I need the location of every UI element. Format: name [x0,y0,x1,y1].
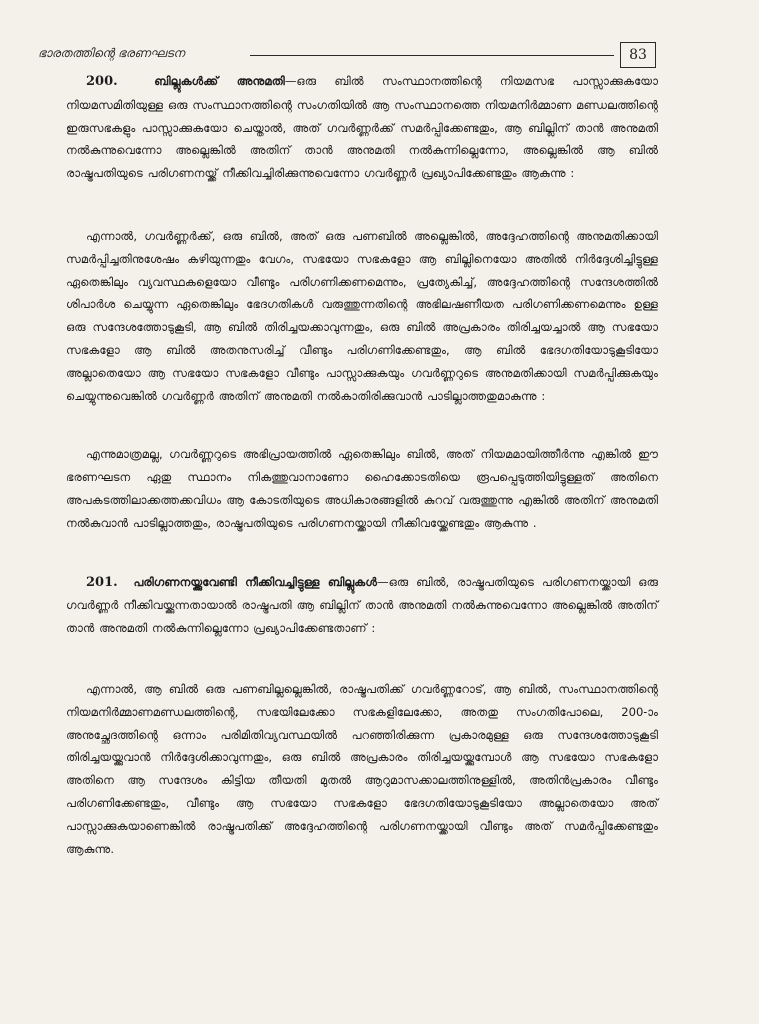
section-number: 201. [86,574,118,590]
section-title: ബില്ലുകൾക്ക് അനുമതി [154,74,285,88]
page-header [38,42,658,68]
running-title: ഭാരതത്തിന്റെ ഭരണഘടന [38,46,185,60]
proviso-paragraph: എന്നാൽ, ആ ബിൽ ഒരു പണബില്ലല്ലെങ്കിൽ, രാഷ്ട്രപതിക്ക് ഗവർണ്ണറോട്, ആ ബിൽ, സംസ്ഥാനത്തിന്റെ നിയമനിർമ്മാണമണ്ഡലത്തിന്റെ, സഭയിലേക്കോ സഭകളിലേക്കോ, അതതു സംഗതിപോലെ, 200-ാം അനുച്ഛേദത്തിന്റെ ഒന്നാം പരിമിതിവ്യവസ്ഥയിൽ പറഞ്ഞിരിക്കുന്ന പ്രകാരമുള്ള ഒരു സന്ദേശത്തോടുകൂടി തിരിച്ചയയ്ക്കുവാൻ നിർദ്ദേശിക്കാവുന്നതും, ഒരു ബിൽ അപ്രകാരം തിരിച്ചയയ്ക്കുമ്പോൾ ആ സഭയോ സഭകളോ അതിനെ ആ സന്ദേശം കിട്ടിയ തീയതി മുതൽ ആറുമാസക്കാലത്തിനുള്ളിൽ, അതിൻപ്രകാരം വീണ്ടും പരിഗണിക്കേണ്ടതും, വീണ്ടും ആ സഭയോ സഭകളോ ഭേദഗതിയോടുകൂടിയോ അല്ലാതെയോ അത് പാസ്സാക്കുകയാണെങ്കിൽ രാഷ്ട്രപതിക്ക് അദ്ദേഹത്തിന്റെ പരിഗണനയ്ക്കായി വീണ്ടും അത് സമർപ്പിക്കേണ്ടതും ആകുന്നു. [66,681,658,856]
proviso-paragraph: എന്നുമാത്രമല്ല, ഗവർണ്ണറുടെ അഭിപ്രായത്തിൽ ഏതെങ്കിലും ബിൽ, അത് നിയമമായിത്തീർന്നു എങ്കിൽ ഈ ഭരണഘടന ഏതു സ്ഥാനം നികത്തുവാനാണോ ഹൈക്കോടതിയെ രൂപപ്പെടുത്തിയിട്ടുള്ളത് അതിനെ അപകടത്തിലാക്കത്തക്കവിധം ആ കോടതിയുടെ അധികാരങ്ങളിൽ കുറവ് വരുത്തുന്നു എങ്കിൽ അതിന് അനുമതി നൽകുവാൻ പാടില്ലാത്തതും, രാഷ്ട്രപതിയുടെ പരിഗണനയ്ക്കായി നീക്കിവയ്ക്കേണ്ടതും ആകുന്നു . [66,447,658,530]
section-201-clause [66,571,658,640]
header-rule [250,55,614,56]
page-number: 83 [620,42,656,68]
section-text: —ഒരു ബിൽ, രാഷ്ട്രപതിയുടെ പരിഗണനയ്ക്കായി ഒരു ഗവർണ്ണർ നീക്കിവയ്ക്കുന്നതായാൽ രാഷ്ട്രപതി ആ ബില്ലിന് താൻ അനുമതി നൽകുന്നുവെന്നോ അല്ലെങ്കിൽ അതിന് താൻ അനുമതി നൽകുന്നില്ലെന്നോ പ്രഖ്യാപിക്കേണ്ടതാണ് : [66,574,658,636]
section-text: —ഒരു ബിൽ സംസ്ഥാനത്തിന്റെ നിയമസഭ പാസ്സാക്കുകയോ നിയമസമിതിയുള്ള ഒരു സംസ്ഥാനത്തിന്റെ സംഗതിയിൽ ആ സംസ്ഥാനത്തെ നിയമനിർമ്മാണ മണ്ഡലത്തിന്റെ ഇരുസഭകളും പാസ്സാക്കുകയോ ചെയ്താൽ, അത് ഗവർണ്ണർക്ക് സമർപ്പിക്കേണ്ടതും, ആ ബില്ലിന് താൻ അനുമതി നൽകുന്നുവെന്നോ അല്ലെങ്കിൽ അതിന് താൻ അനുമതി നൽകുന്നില്ലെന്നോ, അല്ലെങ്കിൽ ആ ബിൽ രാഷ്ട്രപതിയുടെ പരിഗണനയ്ക്ക് നീക്കിവച്ചിരിക്കുന്നുവെന്നോ ഗവർണ്ണർ പ്രഖ്യാപിക്കേണ്ടതും ആകുന്നു : [66,74,659,181]
section-200-clause [66,70,658,185]
proviso-paragraph: എന്നാൽ, ഗവർണ്ണർക്ക്, ഒരു ബിൽ, അത് ഒരു പണബിൽ അല്ലെങ്കിൽ, അദ്ദേഹത്തിന്റെ അനുമതിക്കായി സമർപ്പിച്ചതിനുശേഷം കഴിയുന്നതും വേഗം, സഭയോ സഭകളോ ആ ബില്ലിനെയോ അതിൽ നിർദ്ദേശിച്ചിട്ടുള്ള ഏതെങ്കിലും വ്യവസ്ഥകളെയോ വീണ്ടും പരിഗണിക്കണമെന്നും, പ്രത്യേകിച്ച്, അദ്ദേഹത്തിന്റെ സന്ദേശത്തിൽ ശിപാർശ ചെയ്യുന്ന ഏതെങ്കിലും ഭേദഗതികൾ വരുത്തുന്നതിന്റെ അഭിലഷണീയത പരിഗണിക്കണമെന്നും ഉള്ള ഒരു സന്ദേശത്തോടുകൂടി, ആ ബിൽ തിരിച്ചയക്കാവുന്നതും, ഒരു ബിൽ അപ്രകാരം തിരിച്ചയച്ചാൽ ആ സഭയോ സഭകളോ ആ ബിൽ അതനുസരിച്ച് വീണ്ടും പരിഗണിക്കേണ്ടതും, ആ ബിൽ ഭേദഗതിയോടുകൂടിയോ അല്ലാതെയോ ആ സഭയോ സഭകളോ വീണ്ടും പാസ്സാക്കുകയും ഗവർണ്ണറുടെ അനുമതിക്കായി സമർപ്പിക്കുകയും ചെയ്യുന്നുവെങ്കിൽ ഗവർണ്ണർ അതിന് അനുമതി നൽകാതിരിക്കുവാൻ പാടില്ലാത്തതുമാകുന്നു : [66,228,658,403]
section-title: പരിഗണനയ്ക്കുവേണ്ടി നീക്കിവച്ചിട്ടുള്ള ബില്ലുകൾ [133,574,377,589]
page-body [66,70,658,860]
section-number: 200. [86,74,118,89]
